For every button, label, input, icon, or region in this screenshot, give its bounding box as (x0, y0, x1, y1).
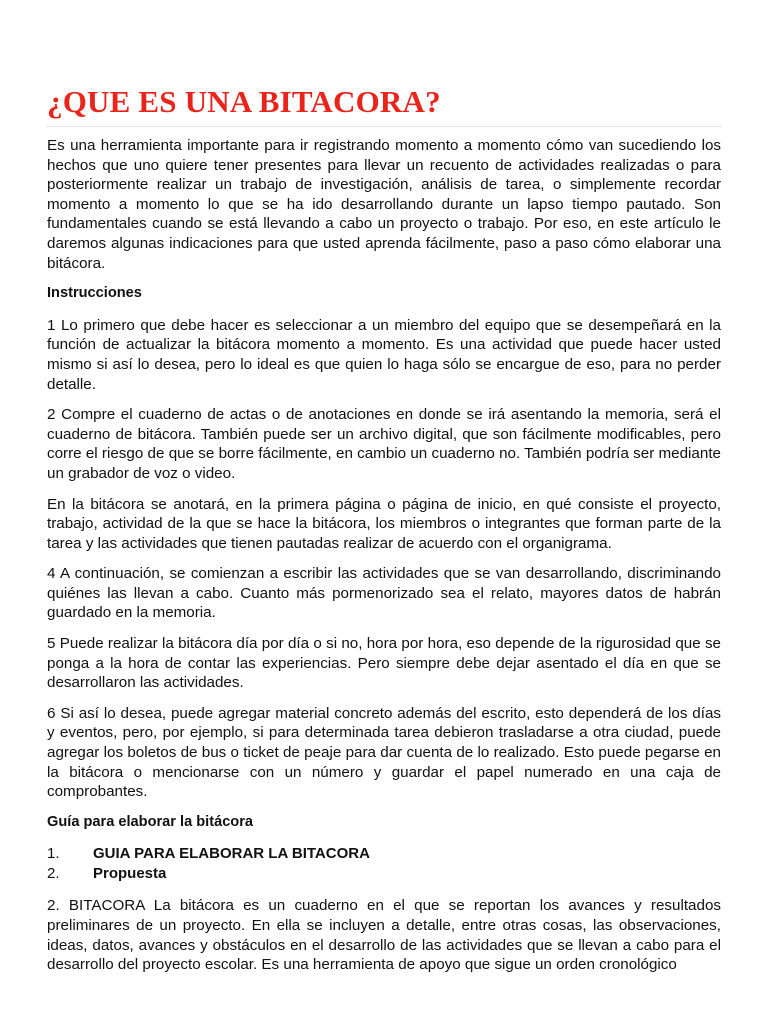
instructions-heading: Instrucciones (47, 285, 142, 302)
list-item-text: Propuesta (93, 865, 167, 883)
step-2-paragraph: 2 Compre el cuaderno de actas o de anotaciones en donde se irá asentando la memoria, será el cuaderno de bitácora. También puede ser un archivo digital, que son fácilmente modificables, pero corre el riesgo de que se borre fácilmente, en cambio un cuaderno no. También podría ser mediante un grabador de voz o video. (47, 406, 721, 482)
list-item (47, 844, 721, 864)
title-divider (47, 126, 721, 127)
list-item-number: 2. (47, 865, 60, 883)
document-page (47, 84, 721, 986)
step-4-paragraph: 4 A continuación, se comienzan a escribir las actividades que se van desarrollando, discriminando quiénes las llevan a cabo. Cuanto más pormenorizado sea el relato, mayores datos de habrán guardado en la memoria. (47, 565, 721, 622)
guide-list (47, 844, 721, 884)
step-1-paragraph: 1 Lo primero que debe hacer es seleccionar a un miembro del equipo que se desempeñará en la función de actualizar la bitácora momento a momento. Es una actividad que puede hacer usted mismo si así lo desea, pero lo ideal es que quien lo haga sólo se encargue de eso, para no perder detalle. (47, 316, 721, 393)
page-title: ¿QUE ES UNA BITACORA? (47, 84, 441, 119)
intro-paragraph: Es una herramienta importante para ir registrando momento a momento cómo van sucediendo los hechos que uno quiere tener presentes para llevar un recuento de actividades realizadas o para posteriormente realizar un trabajo de investigación, análisis de tarea, o simplemente recordar momento a momento lo que se ha ido desarrollando durante un lapso tiempo pautado. Son fundamentales cuando se está llevando a cabo un proyecto o trabajo. Por eso, en este artículo le daremos algunas indicaciones para que usted aprenda fácilmente, paso a paso cómo elaborar una bitácora. (47, 137, 721, 272)
step-5-paragraph: 5 Puede realizar la bitácora día por día o si no, hora por hora, eso depende de la rigurosidad que se ponga a la hora de contar las experiencias. Pero siempre debe dejar asentado el día en que se desarrollaron las actividades. (47, 635, 721, 692)
list-item (47, 864, 721, 884)
list-item-text: GUIA PARA ELABORAR LA BITACORA (93, 845, 370, 863)
guide-heading: Guía para elaborar la bitácora (47, 813, 254, 830)
step-3-paragraph: En la bitácora se anotará, en la primera página o página de inicio, en qué consiste el proyecto, trabajo, actividad de la que se hace la bitácora, los miembros o integrantes que forman parte de la tarea y las actividades que tienen pautadas realizar de acuerdo con el organigrama. (47, 495, 721, 552)
step-6-paragraph: 6 Si así lo desea, puede agregar material concreto además del escrito, esto dependerá de los días y eventos, pero, por ejemplo, si para determinada tarea debieron trasladarse a otra ciudad, puede agregar los boletos de bus o ticket de peaje para dar cuenta de lo realizado. Esto puede pegarse en la bitácora o mencionarse con un número y guardar el papel numerado en una caja de comprobantes. (47, 704, 721, 801)
bitacora-paragraph: 2. BITACORA La bitácora es un cuaderno en el que se reportan los avances y resultados preliminares de un proyecto. En ella se incluyen a detalle, entre otras cosas, las observaciones, ideas, datos, avances y obstáculos en el desarrollo de las actividades que se llevan a cabo para el desarrollo del proyecto escolar. Es una herramienta de apoyo que sigue un orden cronológico (47, 897, 721, 974)
list-item-number: 1. (47, 845, 60, 863)
